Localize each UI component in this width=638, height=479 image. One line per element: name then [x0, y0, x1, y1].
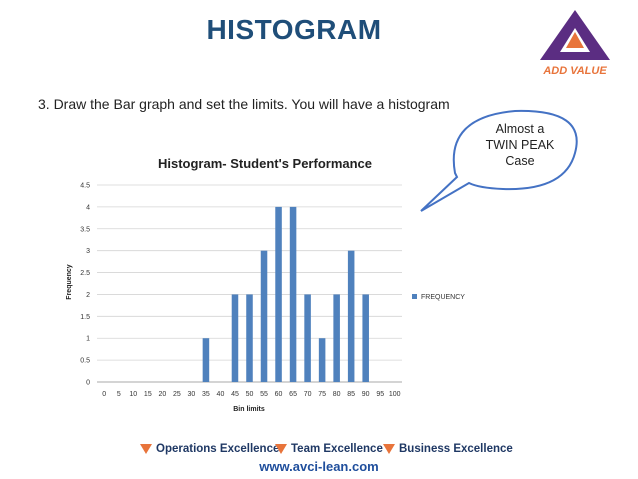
legend: [412, 294, 465, 301]
bar: [319, 338, 326, 382]
y-tick-label: 2: [86, 291, 90, 299]
bar: [232, 294, 239, 382]
footer-item-label: Operations Excellence: [156, 443, 280, 455]
legend-swatch: [412, 294, 417, 299]
footer-item-label: Team Excellence: [291, 443, 383, 455]
triangle-icon: [275, 444, 287, 454]
bar: [246, 294, 253, 382]
x-tick-label: 55: [260, 391, 268, 398]
y-tick-label: 1.5: [80, 313, 90, 321]
y-tick-label: 4: [86, 204, 90, 212]
x-tick-label: 40: [216, 391, 225, 398]
logo-text: ADD VALUE: [543, 65, 607, 77]
y-tick-label: 4.5: [80, 182, 90, 190]
x-tick-label: 0: [102, 391, 107, 398]
y-tick-label: 0.5: [80, 357, 90, 365]
bar: [362, 294, 369, 382]
bar: [304, 294, 311, 382]
y-tick-label: 3: [86, 248, 90, 256]
x-tick-label: 50: [245, 391, 254, 398]
legend-label: FREQUENCY: [421, 294, 465, 301]
x-tick-label: 35: [202, 391, 210, 398]
footer-item-label: Business Excellence: [399, 443, 513, 455]
y-axis-label: Frequency: [66, 264, 73, 300]
triangle-icon: [140, 444, 152, 454]
x-tick-label: 100: [388, 391, 401, 398]
x-tick-label: 65: [289, 391, 297, 398]
x-tick-label: 30: [187, 391, 196, 398]
bar: [261, 251, 268, 382]
footer-item-team: [275, 443, 383, 455]
x-tick-label: 5: [116, 391, 121, 398]
bar: [333, 294, 340, 382]
triangle-icon: [383, 444, 395, 454]
x-tick-label: 90: [361, 391, 370, 398]
slide-title: HISTOGRAM: [206, 14, 382, 45]
y-tick-label: 2.5: [80, 270, 90, 278]
footer-item-operations: [140, 443, 279, 455]
x-tick-label: 75: [318, 391, 327, 398]
x-tick-label: 70: [303, 391, 312, 398]
chart-title: Histogram- Student's Performance: [157, 156, 373, 171]
website-link[interactable]: www.avci-lean.com: [259, 459, 379, 474]
bar: [203, 338, 210, 382]
bar: [290, 207, 297, 382]
x-axis-label: Bin limits: [233, 406, 265, 413]
instruction-text: 3. Draw the Bar graph and set the limits. You will have a histogram: [38, 96, 450, 112]
x-tick-label: 15: [143, 391, 152, 398]
bar: [348, 251, 355, 382]
x-tick-label: 85: [347, 391, 356, 398]
footer-item-business: [383, 443, 513, 455]
x-tick-label: 45: [231, 391, 239, 398]
bar: [275, 207, 282, 382]
x-tick-label: 25: [172, 391, 181, 398]
callout-line-2: TWIN PEAK: [485, 138, 555, 152]
x-tick-label: 60: [274, 391, 283, 398]
x-tick-label: 95: [376, 391, 385, 398]
x-tick-label: 10: [129, 391, 138, 398]
y-tick-label: 0: [86, 379, 90, 387]
x-tick-label: 20: [158, 391, 167, 398]
y-tick-label: 1: [86, 335, 90, 343]
callout-line-3: Case: [505, 154, 535, 168]
y-tick-label: 3.5: [80, 226, 90, 234]
callout-line-1: Almost a: [495, 122, 545, 136]
x-tick-label: 80: [332, 391, 341, 398]
footer-bar: [0, 443, 638, 459]
